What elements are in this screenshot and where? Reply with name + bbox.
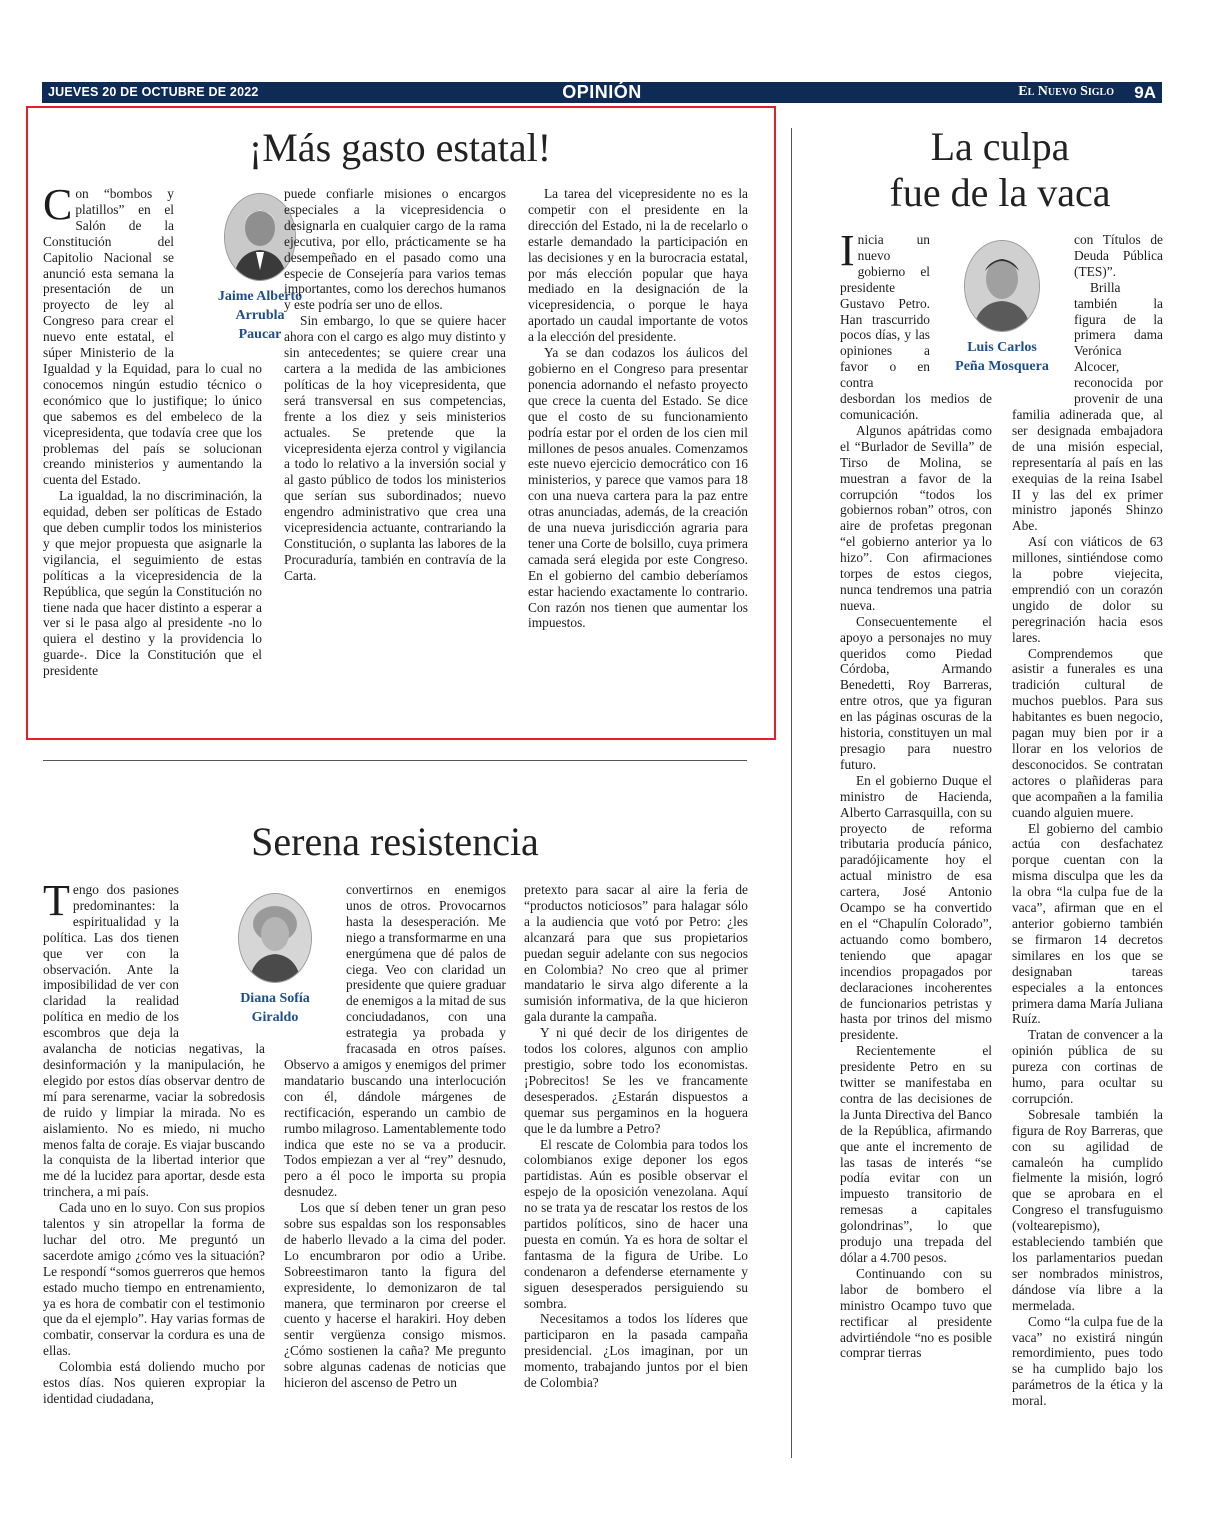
article1-dropcap: C [43,180,73,229]
article3-col1-para1: nicia un nuevo gobierno el presidente Gustavo Petro. Han trascurrido pocos días, y las opiniones a favor o en contra desbordan los medios de comunicación. [840,232,992,422]
article2-col3-para4: Necesitamos a todos los líderes que participaron en la pasada campaña presidencial. ¿Los imaginan, por un momento, trabajando juntos por el bien de Colombia? [524,1311,748,1391]
article2-col1-para3: Colombia está doliendo mucho por estos días. Nos quieren expropiar la identidad ciudadana, [43,1359,265,1406]
article3-col1-para5: Recientemente el presidente Petro en su twitter se manifestaba en contra de las decisiones de la Junta Directiva del Banco de la República, afirmando que ante el incremento de las tasas de interés “se podía evitar con un impuesto transitorio de remesas a capitales golondrinas”, lo que produjo una trepada del dólar a 4.700 pesos. [840,1043,992,1265]
article3-col2-para6: Tratan de convencer a la opinión pública de su pureza con cortinas de humo, para ocultar su corrupción. [1012,1027,1163,1106]
section-title: OPINIÓN [562,82,642,102]
article2-column-2 [284,882,506,1391]
article1-column-3 [528,186,748,631]
author-name-line1: Diana Sofía [240,991,310,1006]
article3-col2-para2: Brilla también la figura de la primera dama Verónica Alcocer, reconocida por provenir de una familia adinerada que, al ser designada embajadora de una misión especial, representaría al país en las exequias de la reina Isabel II y las del ex primer ministro japonés Shinzo Abe. [1012,279,1163,534]
article3-col2-para3: Así con viáticos de 63 millones, sintiéndose como la pobre viejecita, emprendió con un corazón ungido de dolor su peregrinación hacia esos lares. [1012,534,1163,645]
article3-column-2 [1012,232,1163,1409]
article3-title [810,124,1190,216]
article3-column-1 [840,226,992,1361]
article3-title-line2: fue de la vaca [889,170,1111,215]
author-photo-space [1012,232,1074,392]
article1-col3-para1: La tarea del vicepresidente no es la competir con el presidente en la dirección del Estado, ni la de recelarlo o estarle demandado la participación en las decisiones y en la burocracia estatal, por más elección popular que haya mediado en la designación de la vicepresidencia, o porque le haya aportado un caudal importante de votos a la elección del presidente. [528,186,748,345]
article2-title: Serena resistencia [251,819,539,864]
article3-col2-para5: El gobierno del cambio actúa con desfachatez porque cuentan con la misma disculpa que les da la obra “la culpa fue de la vaca”, afirman que en el anterior gobierno también se firmaron 14 decretos similares en los que se designaban tareas especiales a la entonces primera dama María Juliana Ruíz. [1012,820,1163,1027]
article3-dropcap: I [840,226,855,275]
author-name-line3: Paucar [238,327,282,342]
article1-col2-para2: Sin embargo, lo que se quiere hacer ahora con el cargo es algo muy distinto y sin antecedentes; se quiere crear una cartera a la medida de las ambiciones políticas de la hoy vicepresidenta, que será transversal en sus competencias, frente a los diez y seis ministerios actuales. Se pretende que la vicepresidenta ejerza control y vigilancia a todo lo relativo a la inversión social y al gasto público de todos los ministerios que serían sus subordinados; nuevo engendro administrativo que crea una vicepresidencia actuante, contrariando la Constitución, o suplanta las labores de la Procuraduría, también en contravía de la Carta. [284,313,506,583]
page-number: 9A [1134,83,1156,102]
article3-col2-para8: Como “la culpa fue de la vaca” no existirá ningún remordimiento, pues todo se ha cumplido bajo los parámetros de la ética y la moral. [1012,1313,1163,1409]
author-photo-space [284,882,346,1054]
article2-col3-para3: El rescate de Colombia para todos los colombianos exige deponer los egos partidistas. Aún es posible observar el espejo de la oposición venezolana. Aquí no se trata ya de rescatar los restos de los partidos políticos, sino de hacer una puesta en común. Ya es hora de soltar el fantasma de la figura de Uribe. Lo condenaron a defenderse eternamente y siguen desesperados persiguiendo su sombra. [524,1136,748,1311]
newspaper-name: El Nuevo Siglo [1018,84,1114,99]
article1-col3-para2: Ya se dan codazos los áulicos del gobierno en el Congreso para presentar ponencia adornando el nefasto proyecto que crece la cuenta del Estado. Se dice que el costo de su funcionamiento podría estar por el orden de los cien mil millones de pesos anuales. Comenzamos este nuevo ejercicio democrático con 16 ministerios, y parece que vamos para 18 con una nueva cartera para la paz entre otras anunciadas, además, de la creación de una nueva jurisdicción agraria para tener una Corte de bolsillo, cuya primera camada será elegida por este Congreso. En el gobierno del cambio deberíamos estar haciendo exactamente lo contrario. Con razón nos tienen que aumentar los impuestos. [528,345,748,631]
article2-column-3 [524,882,748,1391]
article2-col2-para1: convertirnos en enemigos unos de otros. Provocarnos hasta la desesperación. Me niego a transformarme en una energúmena que dé palos de ciega. Veo con claridad un presidente que quiere graduar de enemigos a la mitad de sus conciudadanos, con una estrategia ya probada y fracasada en otros países. Observo a amigos y enemigos del primer mandatario buscando una interlocución con él, dándole márgenes de rectificación, esperando un cambio de rumbo milagroso. Lamentablemente todo indica que este no se va a producir. Todos empiezan a ver al “rey” desnudo, pero a él poco le importa su propia desnudez. [284,882,506,1200]
author-name-line2: Arrubla [235,308,285,323]
article1-col2-para1: puede confiarle misiones o encargos especiales a la vicepresidencia o designarla en cualquier cargo de la rama ejecutiva, por ello, prácticamente se ha desempeñado en el pasado como una especie de Consejería para varios temas importantes, como los derechos humanos y este podría ser uno de ellos. [284,186,506,313]
issue-date: JUEVES 20 DE OCTUBRE DE 2022 [48,85,259,99]
article3-title-line1: La culpa [930,124,1070,169]
article3-col2-para1: con Títulos de Deuda Pública (TES)”. [1074,232,1163,279]
article1-col1-para2: La igualdad, la no discriminación, la equidad, deben ser políticas de Estado que deben cumplir todos los ministerios y que mejor propuesta que asignarle la vigilancia, el seguimiento de estas políticas a la vicepresidencia de la República, que según la Constitución no tiene nada que hacer distinto a esperar a ver si le pasa algo al presidente -no lo quiera el destino y la providencia lo guarde-. Dice la Constitución que el presidente [43,488,262,679]
article3-col1-para4: En el gobierno Duque el ministro de Hacienda, Alberto Carrasquilla, con su proyecto de reforma tributaria producía pánico, paradójicamente hoy el actual ministro de esa cartera, José Antonio Ocampo se ha convertido en el “Chapulín Colorado”, actuando como bombero, teniendo que apagar incendios propagados por declaraciones incoherentes de funcionarios petristas y hasta por trinos del mismo presidente. [840,772,992,1043]
article3-col2-para4: Comprendemos que asistir a funerales es una tradición cultural de muchos pueblos. Para sus habitantes es buen negocio, pagan muy bien por ir a llorar en los velorios de desconocidos. Se contratan actores o plañideras para que acompañen a la familia cuando alguien muere. [1012,645,1163,820]
article1-col1-para1: on “bombos y platillos” en el Salón de la Constitución del Capitolio Nacional se anunció esta semana la presentación de un proyecto de ley al Congreso para crear el nuevo ente estatal, el súper Ministerio de la Igualdad y la Equidad, para lo cual no conocemos ningún estudio técnico o económico que lo justifique; lo único que sabemos es del embeleco de la vicepresidenta, que todavía cree que los problemas del país se solucionan creando ministerios y aumentando la cuenta del Estado. [43,186,262,488]
author-name-line1: Luis Carlos [967,340,1037,355]
article3-col1-para3: Consecuentemente el apoyo a personajes no muy queridos como Piedad Córdoba, Armando Benedetti, Roy Barreras, entre otros, que ya figuran en las páginas oscuras de la historia, constituyen un mal presagio para nuestro futuro. [840,613,992,772]
page-header-bar [42,82,1162,103]
article3-col2-para7: Sobresale también la figura de Roy Barreras, que con su agilidad de camaleón ha cumplido fielmente la misión, logró que se aprobara en el Congreso el transfuguismo (voltearepismo), estableciendo también que los parlamentarios puedan ser nombrados ministros, dándose vía libre a la mermelada. [1012,1106,1163,1313]
article2-col3-para2: Y ni qué decir de los dirigentes de todos los colores, algunos con amplio prestigio, sobre todo los economistas. ¡Pobrecitos! Se les ve francamente desesperados. ¿Estarán dispuestos a quemar sus pergaminos en la hoguera que le da lumbre a Petro? [524,1025,748,1136]
article1-column-2 [284,186,506,584]
section-divider [43,760,747,761]
author-name-line2: Giraldo [251,1010,299,1025]
article3-col1-para2: Algunos apátridas como el “Burlador de Sevilla” de Tirso de Molina, se muestran a favor de la corrupción “todos los gobiernos roban” otros, con aire de profetas pregonan “el gobierno anterior ya lo hizo”. Con afirmaciones torpes de estos ciegos, nunca tendremos una patria nueva. [840,422,992,613]
column-divider [791,128,792,1458]
article1-title: ¡Más gasto estatal! [248,125,552,170]
article2-col1-para2: Cada uno en lo suyo. Con sus propios talentos y sin atropellar la forma de luchar del otro. Me preguntó un sacerdote amigo ¿cómo ves la situación? Le respondí “somos guerreros que hemos estado mucho tiempo en entrenamiento, ya es hora de combatir con el testimonio que da el ejemplo”. Hay varias formas de combatir, conservar la cordura es una de ellas. [43,1200,266,1359]
article2-col2-para2: Los que sí deben tener un gran peso sobre sus espaldas son los responsables de haberlo llevado a la cima del poder. Lo encumbraron por odio a Uribe. Sobreestimaron tanto la figura del expresidente, lo demonizaron de tal manera, que terminaron por creerse el cuento y hacerse el harakiri. Hoy deben sentir vergüenza consigo mismos. ¿Cómo sostienen la caña? Me pregunto sobre algunas cadenas de noticias que hicieron del ascenso de Petro un [284,1200,506,1391]
article2-dropcap: T [43,876,70,925]
article3-col1-para6: Continuando con su labor de bombero el ministro Ocampo tuvo que rectificar al presidente advirtiéndole “no es posible comprar tierras [840,1265,992,1361]
article2-col1-para1: engo dos pasiones predominantes: la espiritualidad y la política. Las dos tienen que ver con la observación. Ante la imposibilidad de ver con claridad la realidad política en medio de los escombros que deja la avalancha de noticias negativas, la desinformación y la manipulación, he elegido por estos días observar dentro de mí para serenarme, vaciar la sobredosis de ruido y limpiar la mirada. No es aislamiento. No es miedo, ni mucho menos falta de coraje. Es viajar buscando la conquista de la libertad interior que me dé la lucidez para aportar, desde esta trinchera, a mi país. [43,882,265,1200]
author-name-line2: Peña Mosquera [955,359,1049,374]
article2-col3-para1: pretexto para sacar al aire la feria de “productos noticiosos” para halagar sólo a la audiencia que votó por Petro: ¿les alcanzará para que sus propietarios puedan seguir adelante con sus negocios en Colombia? No creo que al primer mandatario le sirva algo diferente a la sumisión informativa, de la que hicieron gala durante la campaña. [524,882,748,1025]
author-name-line1: Jaime Alberto [217,289,303,304]
